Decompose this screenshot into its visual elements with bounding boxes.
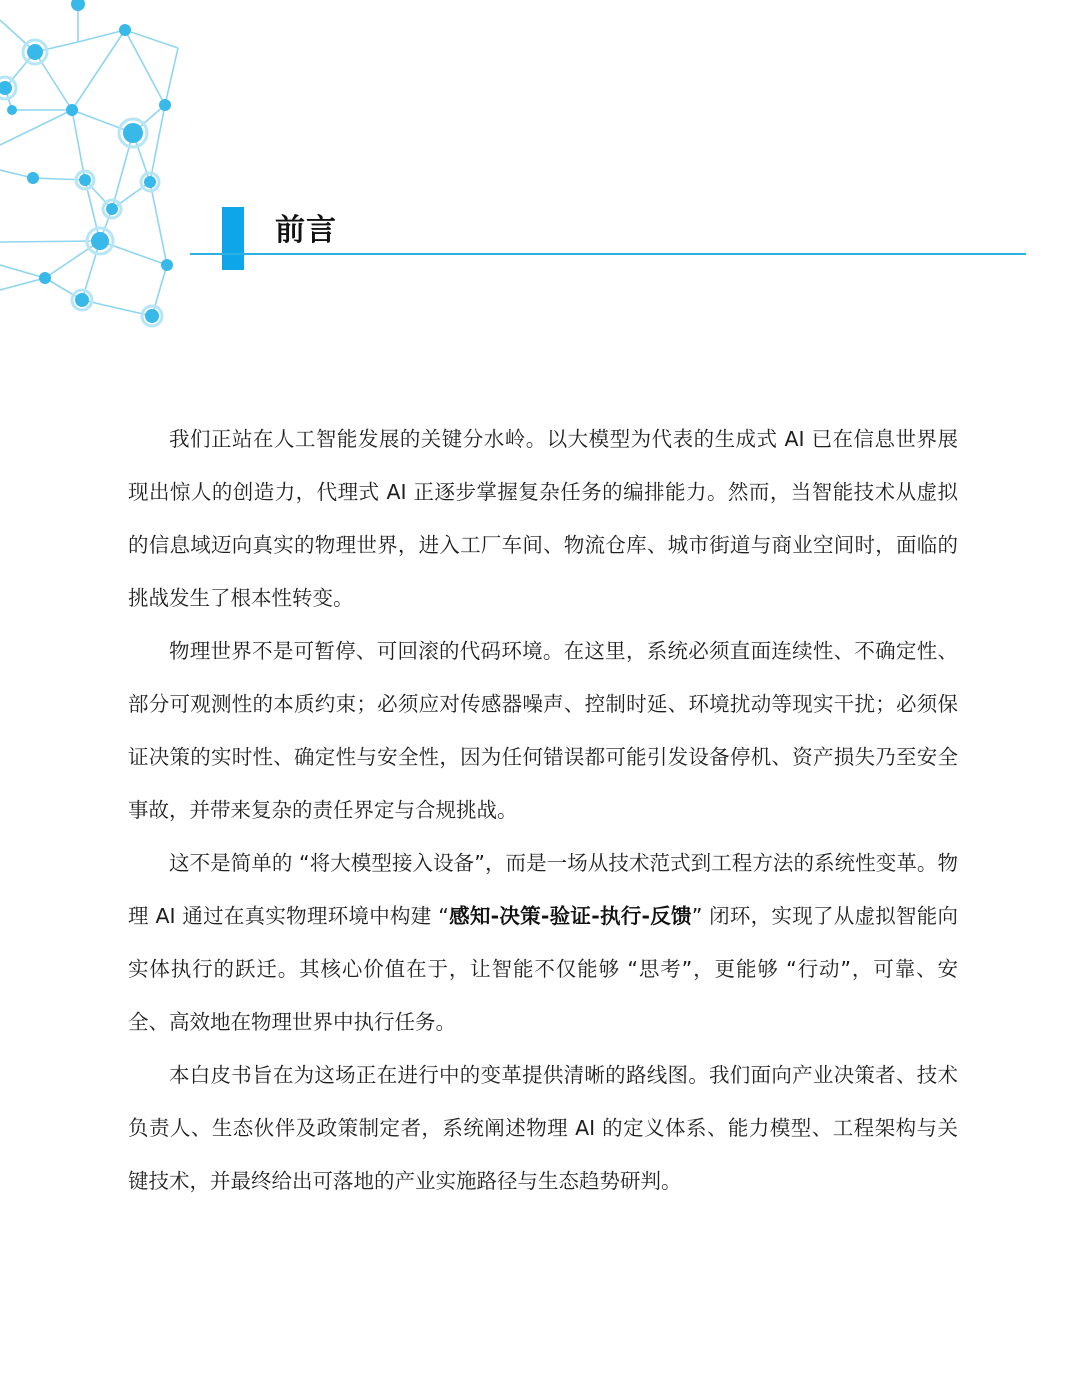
paragraph-3-text-b: ” 闭环，实现了从虚拟智能向实体执行的跃迁。其核心价值在于，让智能不仅能够 “思考”，更能够 “行动”，可靠、安全、高效地在物理世界中执行任务。 <box>128 904 958 1034</box>
closed-loop-highlight: 感知-决策-验证-执行-反馈 <box>448 904 692 928</box>
paragraph-2: 物理世界不是可暂停、可回滚的代码环境。在这里，系统必须直面连续性、不确定性、部分可观测性的本质约束；必须应对传感器噪声、控制时延、环境扰动等现实干扰；必须保证决策的实时性、确定性与安全性，因为任何错误都可能引发设备停机、资产损失乃至安全事故，并带来复杂的责任界定与合规挑战。 <box>128 639 958 822</box>
title-accent-bar <box>222 207 244 270</box>
body-text <box>128 413 958 1208</box>
paragraph-1: 我们正站在人工智能发展的关键分水岭。以大模型为代表的生成式 AI 已在信息世界展现出惊人的创造力，代理式 AI 正逐步掌握复杂任务的编排能力。然而，当智能技术从虚拟的信息域迈向真实的物理世界，进入工厂车间、物流仓库、城市街道与商业空间时，面临的挑战发生了根本性转变。 <box>128 427 958 610</box>
page-title: 前言 <box>275 213 337 248</box>
paragraph-4: 本白皮书旨在为这场正在进行中的变革提供清晰的路线图。我们面向产业决策者、技术负责人、生态伙伴及政策制定者，系统阐述物理 AI 的定义体系、能力模型、工程架构与关键技术，并最终给出可落地的产业实施路径与生态趋势研判。 <box>128 1063 958 1193</box>
paragraph-3 <box>128 837 958 1049</box>
network-decoration-icon <box>0 0 200 340</box>
paragraph-3-text-a: 这不是简单的 “将大模型接入设备”，而是一场从技术范式到工程方法的系统性变革。物理 AI 通过在真实物理环境中构建 “ <box>128 851 958 928</box>
